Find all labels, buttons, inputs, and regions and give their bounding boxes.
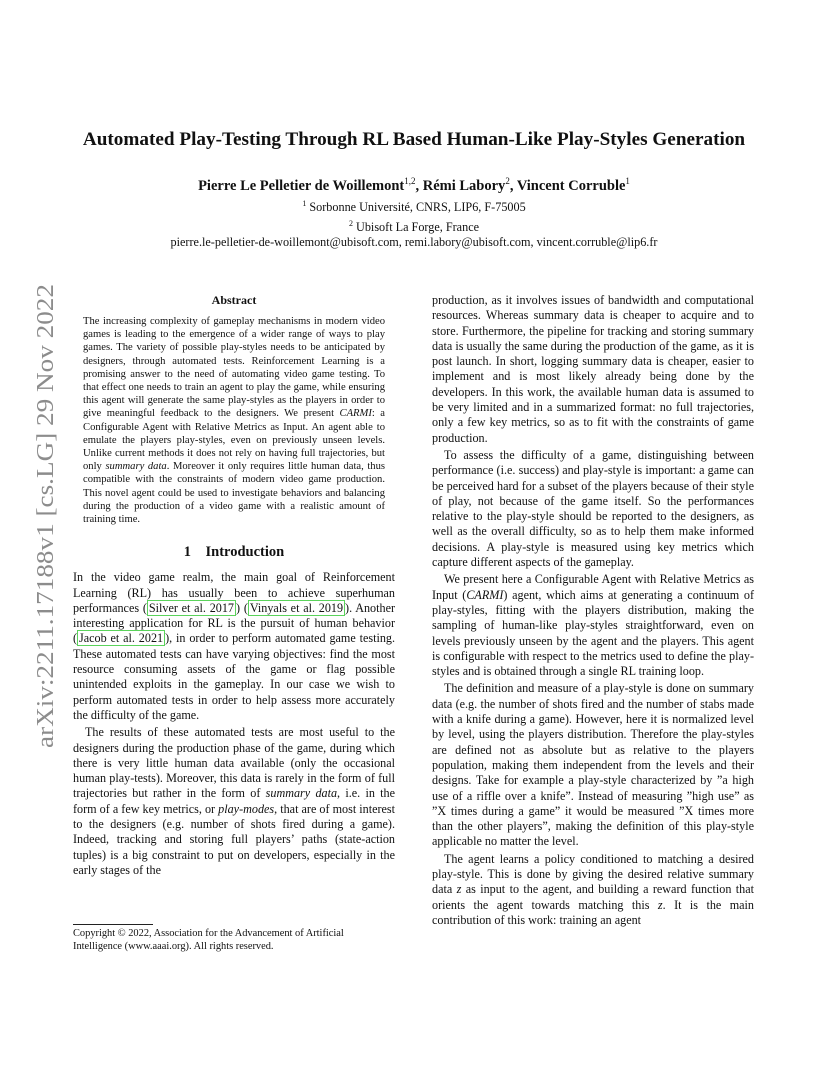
abstract-text-part: The increasing complexity of gameplay mechanisms in modern video games is leading to the emergence of a wider range of ways to play games. The variety of possible play-styles needs to be anticipated by designers, through automated tests. Reinforcement Learning is a promising answer to the need of automating video game testing. To that effect one needs to train an agent to play the game, while ensuring this agent will generate the same play-styles as the players in order to give meaningful feedback to the designers. We present xyxy=(83,316,385,420)
right-paragraph-3 xyxy=(432,572,754,679)
math-variable-z: z xyxy=(456,882,462,897)
arxiv-stamp-text: arXiv:2211.17188v1 [cs.LG] 29 Nov 2022 xyxy=(33,338,59,748)
footnote-rule xyxy=(73,924,153,925)
text-part: . It is the main contribution of this work: training an agent xyxy=(432,897,754,927)
affiliation-sup: 1 xyxy=(302,199,307,208)
summary-data-term: summary data xyxy=(265,786,338,801)
text-part: ) agent, which aims at generating a continuum of play-styles, fitting with the players distribution, making the sampling of human-like play-styles straightforward, even on levels previously unseen by the agent and the players. This agent is configurable with respect to the metrics used to define the play-styles and is obtained through a single RL training loop. xyxy=(432,587,754,679)
affiliation-sup: 2 xyxy=(348,218,353,228)
author-affil-sup: 2 xyxy=(505,176,510,186)
left-column xyxy=(73,292,395,878)
author-affil-sup: 1 xyxy=(625,176,630,186)
abstract-text-part: . Moreover it only requires little human data, thus compatible with the constraints of modern video game production. This novel agent could be used to investigate behaviors and balancing during the production of a video game with a realistic amount of training time. xyxy=(83,461,385,526)
affiliation-text: Sorbonne Université, CNRS, LIP6, F-75005 xyxy=(306,200,526,215)
citation-link[interactable]: Silver et al. 2017 xyxy=(148,600,235,615)
author-name: Rémi Labory xyxy=(422,177,506,194)
author-separator: , xyxy=(509,177,517,194)
text-part: ), in order to perform automated game testing. These automated tests can have varying objectives: find the most resource consuming assets of the game or flag possible unintended exploits in the gameplay. In our case we wish to perform automated tests in order to help assess more accurately the difficulty of the game. xyxy=(73,631,395,722)
intro-paragraph-2 xyxy=(73,725,395,878)
intro-paragraph-1 xyxy=(73,570,395,723)
author-separator: , xyxy=(415,177,423,194)
affiliation-line xyxy=(60,196,768,216)
text-part: The results of these automated tests are most useful to the designers during the production phase of the game, during which there is very little human data available (only the occasional human play-tests). Moreover, this data is rarely in the form of full trajectories but rather in the form of xyxy=(73,725,395,801)
arxiv-stamp xyxy=(20,282,64,750)
text-part: ) ( xyxy=(236,600,248,615)
author-affil-sup: 1,2 xyxy=(404,176,416,186)
email-line: pierre.le-pelletier-de-woillemont@ubisoft.com, remi.labory@ubisoft.com, vincent.corruble@lip6.fr xyxy=(170,235,658,250)
text-part: In the video game realm, the main goal of Reinforcement Learning (RL) has usually been to achieve superhuman performances ( xyxy=(73,570,395,615)
right-paragraph-5 xyxy=(432,852,754,928)
paper-title: Automated Play-Testing Through RL Based Human-Like Play-Styles Generation xyxy=(82,129,746,150)
author-list xyxy=(60,171,768,196)
text-part: The agent learns a policy conditioned to matching a desired play-style. This is done by giving the desired relative summary data xyxy=(432,851,754,897)
math-variable-z: z xyxy=(657,897,663,912)
right-column xyxy=(432,293,754,928)
section-heading-introduction: 1 Introduction xyxy=(183,544,285,561)
right-paragraph-4: The definition and measure of a play-style is done on summary data (e.g. the number of shots fired and the number of stabs made with a knife during a game). However, here it is normalized level by level, using the players distribution. Therefore the play-styles are defined not as absolute but as relative to the players population, making them independent from the levels and their designs. Take for example a play-style characterized by ”a high use of a riffle over a knife”. Instead of measuring ”high use” as ”X times during a game” it would be measured ”X times more than the other players”, making the definition of this play-style applicable no matter the level. xyxy=(432,681,754,849)
abstract-heading: Abstract xyxy=(211,293,257,307)
text-part: ). Another interesting application for RL is the pursuit of human behavior ( xyxy=(73,600,396,646)
abstract-text-part: : a Configurable Agent with Relative Metrics as Input. An agent able to emulate the players play-styles, even on previously unseen levels. Unlike current methods it does not rely on having full trajectories, but only xyxy=(83,408,385,473)
text-part: , that are of most interest to the designers (e.g. number of shots fired during a game). Indeed, tracking and storing full players’ paths (state-action tuples) is a big constraint to put on developers, especially in the early stages of the xyxy=(73,801,395,877)
author-name: Pierre Le Pelletier de Woillemont xyxy=(198,177,405,194)
citation-link[interactable]: Jacob et al. 2021 xyxy=(79,631,164,646)
text-part: , i.e. in the form of a few key metrics, or xyxy=(73,786,395,816)
summary-data-term: summary data xyxy=(105,461,167,473)
carmi-name: CARMI xyxy=(339,408,372,420)
text-part: as input to the agent, and building a reward function that orients the agent towards matching this xyxy=(432,882,754,912)
right-paragraph-1: production, as it involves issues of bandwidth and computational resources. Whereas summary data is cheaper to acquire and to store. Furthermore, the pipeline for tracking and storing summary data is usually the same during the production of the game, as it is post launch. In short, logging summary data is cheaper, easier to implement and is most likely already being done by the developers. In this work, the available human data is assumed to be very limited and in a summarized format: no full trajectories, only a few key metrics, so as to fit with the constraints of game production. xyxy=(432,293,754,445)
affiliations xyxy=(60,196,768,251)
copyright-footnote: Copyright © 2022, Association for the Advancement of Artificial Intelligence (www.aaai.org). All rights reserved. xyxy=(73,928,344,953)
abstract-text xyxy=(83,315,385,526)
author-name: Vincent Corruble xyxy=(516,177,626,194)
right-paragraph-2: To assess the difficulty of a game, distinguishing between performance (i.e. success) and play-style is important: a game can be perceived hard for a subset of the players because of their style of play, not because of the game itself. So the performances relative to the play-style should be reported to the designers, as well as the overall difficulty, so as to help them make informed decisions. A play-style is measured using key metrics which capture different aspects of the gameplay. xyxy=(432,447,754,570)
carmi-name: CARMI xyxy=(466,587,504,602)
affiliation-line xyxy=(60,216,768,236)
affiliation-text: Ubisoft La Forge, France xyxy=(352,219,480,234)
text-part: We present here a Configurable Agent with Relative Metrics as Input ( xyxy=(432,572,754,602)
citation-link[interactable]: Vinyals et al. 2019 xyxy=(249,600,344,615)
play-modes-term: play-modes xyxy=(218,801,275,816)
